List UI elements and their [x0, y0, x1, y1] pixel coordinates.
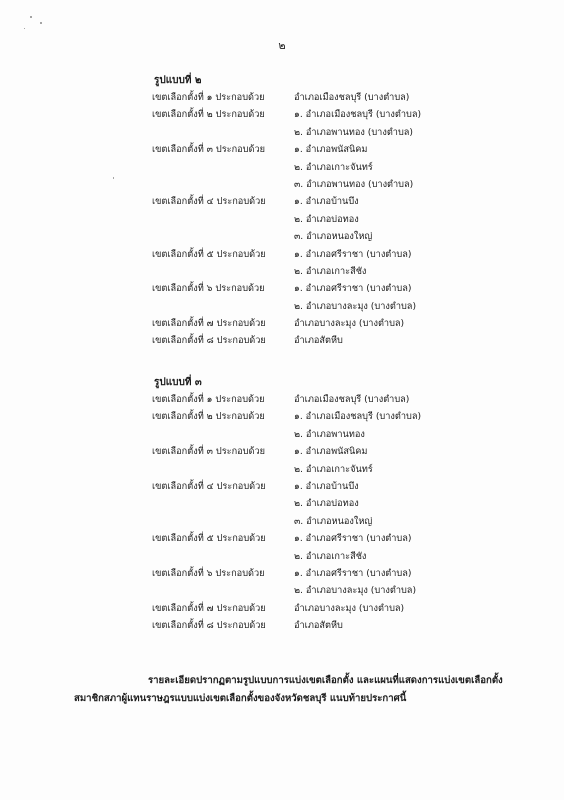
district-composition: ๒. อำเภอเกาะจันทร์: [294, 161, 373, 173]
district-composition: อำเภอสัตหีบ: [294, 620, 343, 632]
district-composition: ๑. อำเภอพนัสนิคม: [294, 446, 368, 458]
district-label: เขตเลือกตั้งที่ ๖ ประกอบด้วย: [152, 283, 265, 295]
section-title: รูปแบบที่ ๓: [154, 377, 202, 388]
district-row: [152, 461, 532, 478]
district-label: เขตเลือกตั้งที่ ๘ ประกอบด้วย: [152, 620, 266, 632]
district-row: [152, 228, 532, 245]
district-composition: ๑. อำเภอศรีราชา (บางตำบล): [294, 533, 412, 545]
district-composition: ๑. อำเภอบ้านบึง: [294, 480, 359, 492]
district-composition: ๓. อำเภอหนองใหญ่: [294, 231, 373, 243]
district-label: เขตเลือกตั้งที่ ๗ ประกอบด้วย: [152, 602, 266, 614]
district-row: [152, 426, 532, 443]
district-composition: ๒. อำเภอพานทอง (บางตำบล): [294, 126, 413, 138]
district-composition: ๑. อำเภอศรีราชา (บางตำบล): [294, 283, 412, 295]
scan-speck: [24, 28, 25, 29]
district-label: เขตเลือกตั้งที่ ๔ ประกอบด้วย: [152, 480, 266, 492]
district-row: [152, 89, 532, 106]
district-label: เขตเลือกตั้งที่ ๒ ประกอบด้วย: [152, 109, 265, 121]
district-label: เขตเลือกตั้งที่ ๑ ประกอบด้วย: [152, 394, 265, 405]
district-composition: ๒. อำเภอพานทอง: [294, 428, 365, 440]
district-row: [152, 106, 532, 123]
district-composition: อำเภอบางละมุง (บางตำบล): [294, 318, 405, 330]
district-row: [152, 124, 532, 141]
footer-line-2: สมาชิกสภาผู้แทนราษฎรแบบแบ่งเขตเลือกตั้งของจังหวัดชลบุรี แนบท้ายประกาศนี้: [74, 693, 407, 704]
district-row: [152, 478, 532, 495]
district-row: [152, 298, 532, 315]
district-composition: อำเภอเมืองชลบุรี (บางตำบล): [294, 92, 410, 103]
district-list: [152, 391, 532, 634]
district-row: [152, 193, 532, 210]
district-composition: ๓. อำเภอหนองใหญ่: [294, 515, 373, 527]
district-composition: ๑. อำเภอบ้านบึง: [294, 196, 359, 208]
district-row: [152, 530, 532, 547]
section-title: รูปแบบที่ ๒: [154, 75, 202, 86]
district-row: [152, 408, 532, 425]
page-number: ๒: [278, 39, 286, 52]
scan-speck: [30, 16, 32, 18]
district-label: เขตเลือกตั้งที่ ๓ ประกอบด้วย: [152, 144, 265, 156]
district-composition: ๑. อำเภอเมืองชลบุรี (บางตำบล): [294, 109, 422, 121]
district-row: [152, 159, 532, 176]
district-composition: ๓. อำเภอพานทอง (บางตำบล): [294, 178, 414, 190]
district-label: เขตเลือกตั้งที่ ๑ ประกอบด้วย: [152, 92, 265, 103]
footer-paragraph: [74, 672, 520, 708]
district-label: เขตเลือกตั้งที่ ๒ ประกอบด้วย: [152, 411, 265, 423]
district-row: [152, 246, 532, 263]
district-row: [152, 600, 532, 617]
scan-speck: [113, 177, 114, 179]
section-format-2: [152, 72, 532, 350]
district-composition: ๑. อำเภอเมืองชลบุรี (บางตำบล): [294, 411, 422, 423]
district-row: [152, 263, 532, 280]
district-composition: ๒. อำเภอเกาะจันทร์: [294, 463, 373, 475]
district-composition: ๒. อำเภอบางละมุง (บางตำบล): [294, 300, 417, 312]
district-label: เขตเลือกตั้งที่ ๗ ประกอบด้วย: [152, 318, 266, 330]
district-label: เขตเลือกตั้งที่ ๔ ประกอบด้วย: [152, 196, 266, 208]
district-composition: อำเภอบางละมุง (บางตำบล): [294, 602, 405, 614]
district-label: เขตเลือกตั้งที่ ๖ ประกอบด้วย: [152, 567, 265, 579]
district-composition: ๒. อำเภอบ่อทอง: [294, 213, 359, 225]
district-row: [152, 211, 532, 228]
district-row: [152, 332, 532, 349]
district-label: เขตเลือกตั้งที่ ๓ ประกอบด้วย: [152, 446, 265, 458]
district-composition: อำเภอสัตหีบ: [294, 335, 343, 347]
district-composition: ๑. อำเภอพนัสนิคม: [294, 144, 368, 156]
district-row: [152, 391, 532, 408]
district-composition: ๒. อำเภอเกาะสีชัง: [294, 265, 367, 277]
district-label: เขตเลือกตั้งที่ ๘ ประกอบด้วย: [152, 335, 266, 347]
district-row: [152, 565, 532, 582]
district-composition: ๑. อำเภอศรีราชา (บางตำบล): [294, 248, 412, 260]
district-row: [152, 141, 532, 158]
district-composition: ๑. อำเภอศรีราชา (บางตำบล): [294, 567, 412, 579]
district-row: [152, 176, 532, 193]
footer-line-1: รายละเอียดปรากฏตามรูปแบบการแบ่งเขตเลือกตั้ง และแผนที่แสดงการแบ่งเขตเลือกตั้ง: [148, 675, 503, 686]
district-composition: ๒. อำเภอเกาะสีชัง: [294, 550, 367, 562]
district-row: [152, 582, 532, 599]
district-row: [152, 443, 532, 460]
district-row: [152, 280, 532, 297]
district-composition: ๒. อำเภอบางละมุง (บางตำบล): [294, 585, 417, 597]
district-row: [152, 495, 532, 512]
district-list: [152, 89, 532, 350]
section-format-3: [152, 374, 532, 634]
district-composition: ๒. อำเภอบ่อทอง: [294, 498, 359, 510]
district-row: [152, 513, 532, 530]
district-row: [152, 548, 532, 565]
district-composition: อำเภอเมืองชลบุรี (บางตำบล): [294, 394, 410, 405]
district-row: [152, 617, 532, 634]
district-label: เขตเลือกตั้งที่ ๕ ประกอบด้วย: [152, 248, 266, 260]
scan-speck: [40, 22, 42, 24]
district-label: เขตเลือกตั้งที่ ๕ ประกอบด้วย: [152, 533, 266, 545]
district-row: [152, 315, 532, 332]
